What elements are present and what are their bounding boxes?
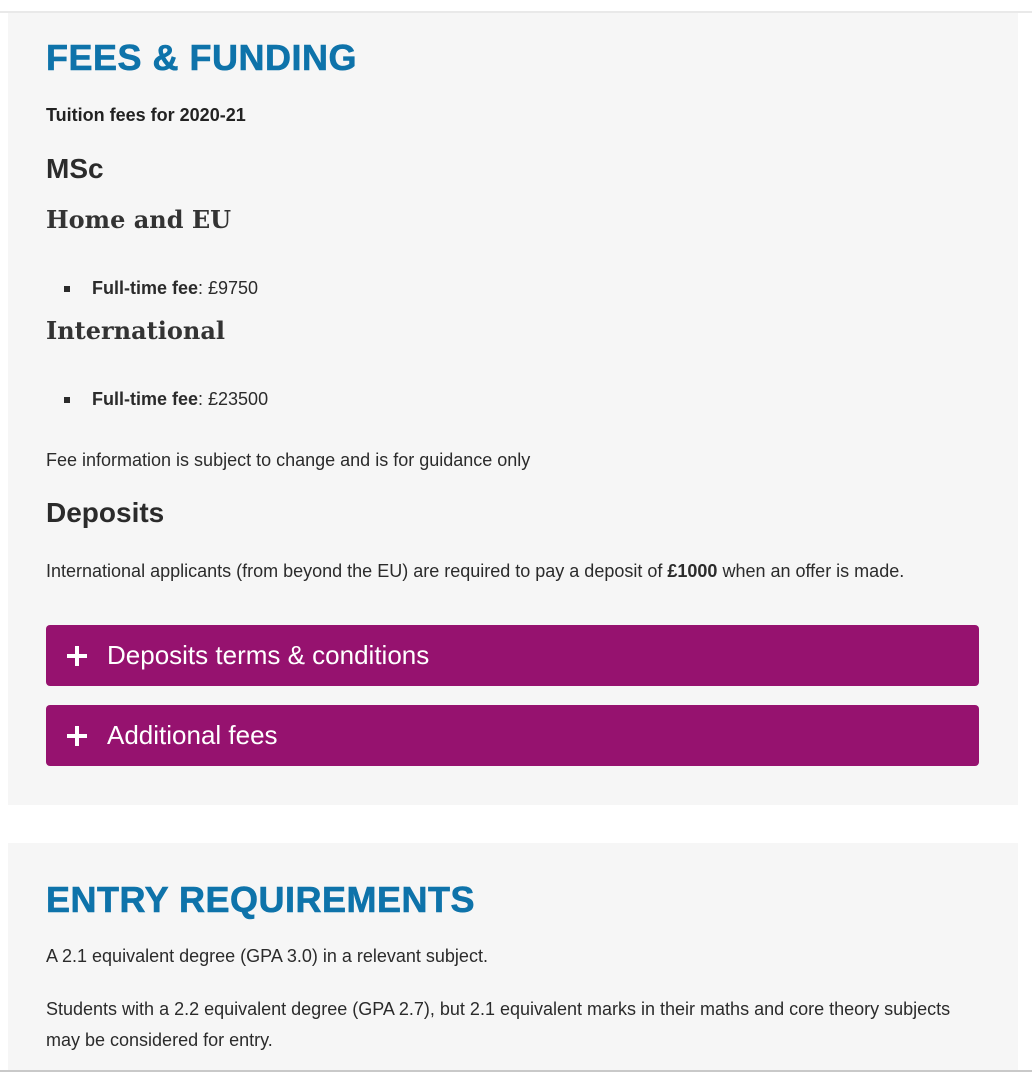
square-bullet-icon — [64, 286, 70, 292]
home-eu-heading: Home and EU — [46, 205, 232, 234]
international-fee-item — [64, 389, 268, 410]
fees-funding-panel — [8, 13, 1018, 805]
entry-requirements-panel — [8, 843, 1018, 1070]
entry-paragraph: A 2.1 equivalent degree (GPA 3.0) in a relevant subject. — [46, 946, 488, 966]
entry-section-title: ENTRY REQUIREMENTS — [46, 879, 476, 920]
accordion-label: Additional fees — [107, 720, 278, 750]
fee-label: Full-time fee — [92, 389, 199, 409]
tuition-fees-label: Tuition fees for 2020-21 — [46, 105, 246, 125]
fee-value: : £23500 — [198, 389, 269, 409]
fees-section-title: FEES & FUNDING — [46, 37, 358, 78]
deposit-text-before: International applicants (from beyond the EU) are required to pay a deposit of — [46, 561, 668, 581]
degree-heading: MSc — [46, 153, 104, 184]
fee-label: Full-time fee — [92, 278, 199, 298]
fee-value: : £9750 — [198, 278, 259, 298]
fee-note: Fee information is subject to change and is for guidance only — [46, 450, 531, 470]
deposits-heading: Deposits — [46, 497, 165, 528]
plus-icon — [67, 646, 87, 666]
deposit-amount: £1000 — [667, 561, 718, 581]
entry-paragraph: Students with a 2.2 equivalent degree (GPA 2.7), but 2.1 equivalent marks in their maths and core theory subjects may be considered for entry. — [46, 999, 951, 1050]
deposit-paragraph — [46, 556, 980, 587]
plus-icon — [67, 726, 87, 746]
square-bullet-icon — [64, 397, 70, 403]
deposits-terms-accordion[interactable] — [46, 625, 979, 686]
bottom-divider — [0, 1070, 1032, 1072]
additional-fees-accordion[interactable] — [46, 705, 979, 766]
home-eu-fee-item — [64, 278, 258, 299]
accordion-label: Deposits terms & conditions — [107, 640, 430, 670]
deposit-text-after: when an offer is made. — [717, 561, 905, 581]
international-heading: International — [46, 316, 226, 345]
